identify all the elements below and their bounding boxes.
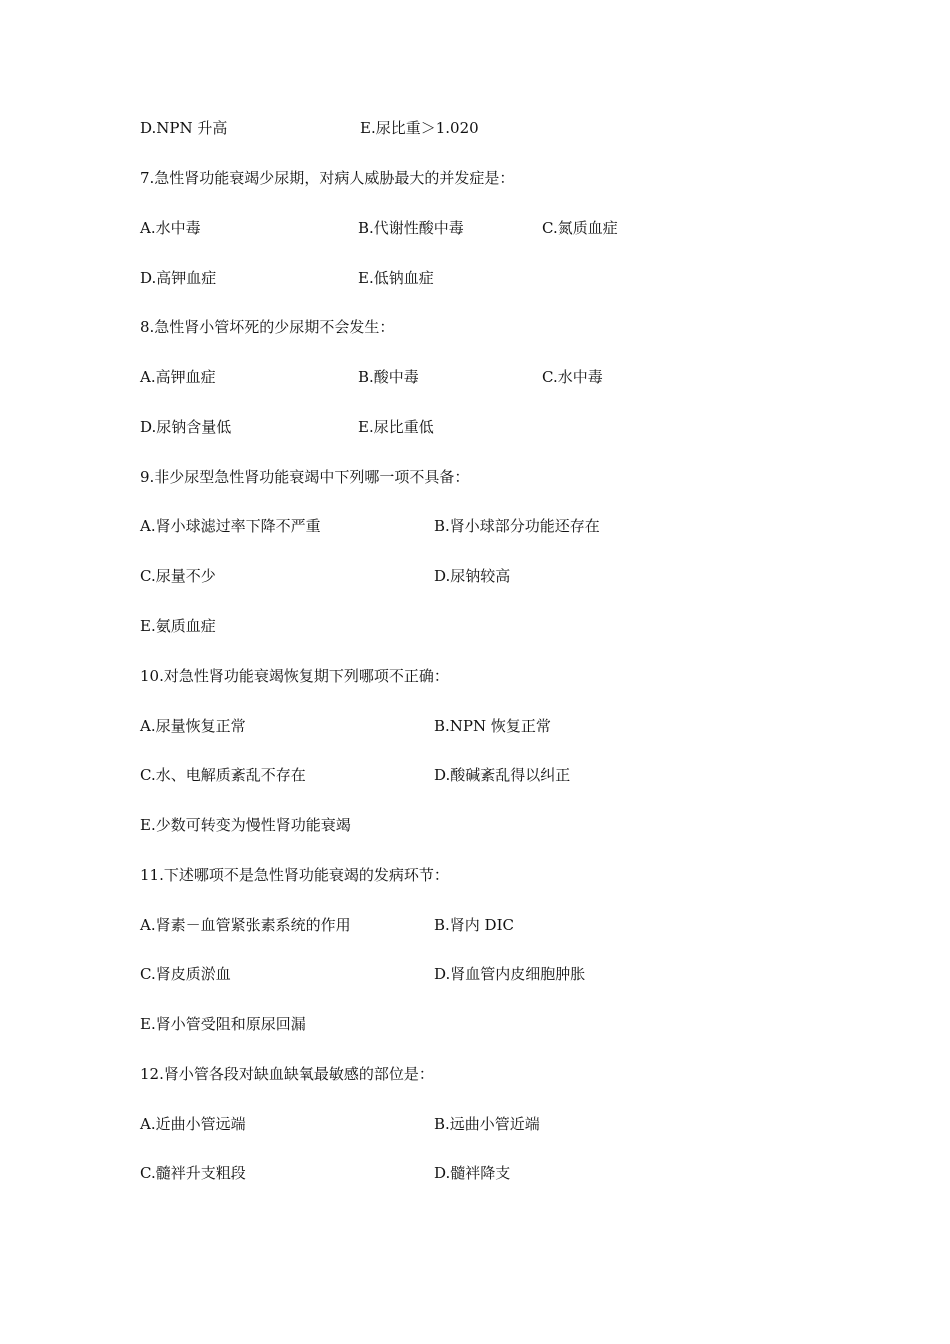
option-e: E.肾小管受阻和原尿回漏 <box>140 1015 306 1033</box>
option-b: B.肾内 DIC <box>434 916 514 934</box>
option-e: E.低钠血症 <box>358 269 434 287</box>
option-a: A.水中毒 <box>140 219 201 237</box>
option-b: B.代谢性酸中毒 <box>358 219 464 237</box>
option-a: A.近曲小管远端 <box>140 1115 246 1133</box>
option-a: A.肾素－血管紧张素系统的作用 <box>140 916 351 934</box>
option-d: D.肾血管内皮细胞肿胀 <box>434 965 586 983</box>
question-8: 8.急性肾小管坏死的少尿期不会发生： <box>140 318 395 336</box>
option-e: E.氨质血症 <box>140 617 216 635</box>
option-c: C.水、电解质紊乱不存在 <box>140 766 306 784</box>
question-7: 7.急性肾功能衰竭少尿期，对病人威胁最大的并发症是： <box>140 169 515 187</box>
question-10: 10.对急性肾功能衰竭恢复期下列哪项不正确： <box>140 667 449 685</box>
option-e: E.少数可转变为慢性肾功能衰竭 <box>140 816 351 834</box>
option-c: C.髓袢升支粗段 <box>140 1164 246 1182</box>
option-b: B.远曲小管近端 <box>434 1115 540 1133</box>
option-c: C.氮质血症 <box>542 219 618 237</box>
option-d: D.NPN 升高 <box>140 119 228 137</box>
option-b: B.肾小球部分功能还存在 <box>434 517 600 535</box>
option-c: C.尿量不少 <box>140 567 216 585</box>
option-d: D.尿钠含量低 <box>140 418 232 436</box>
option-a: A.高钾血症 <box>140 368 216 386</box>
option-c: C.肾皮质淤血 <box>140 965 231 983</box>
question-12: 12.肾小管各段对缺血缺氧最敏感的部位是： <box>140 1065 434 1083</box>
option-d: D.高钾血症 <box>140 269 217 287</box>
option-d: D.髓袢降支 <box>434 1164 511 1182</box>
question-11: 11.下述哪项不是急性肾功能衰竭的发病环节： <box>140 866 449 884</box>
option-b: B.NPN 恢复正常 <box>434 717 551 735</box>
option-e: E.尿比重低 <box>358 418 434 436</box>
question-9: 9.非少尿型急性肾功能衰竭中下列哪一项不具备： <box>140 468 470 486</box>
option-e: E.尿比重＞1.020 <box>360 119 479 137</box>
option-a: A.尿量恢复正常 <box>140 717 246 735</box>
option-d: D.尿钠较高 <box>434 567 511 585</box>
option-a: A.肾小球滤过率下降不严重 <box>140 517 321 535</box>
option-c: C.水中毒 <box>542 368 603 386</box>
option-b: B.酸中毒 <box>358 368 419 386</box>
option-d: D.酸碱紊乱得以纠正 <box>434 766 571 784</box>
